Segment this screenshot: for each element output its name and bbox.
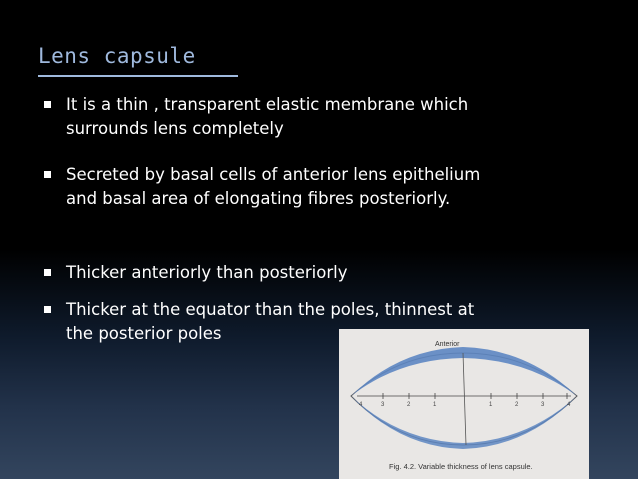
- bullet-marker-icon: [44, 171, 51, 178]
- bullet-marker-icon: [44, 101, 51, 108]
- bullet-item: [44, 93, 468, 141]
- lens-diagram: [339, 329, 589, 479]
- tick-label: 4: [567, 402, 571, 408]
- bullet-text: It is a thin , transparent elastic membrane which surrounds lens completely: [66, 95, 469, 138]
- tick-label: 2: [407, 402, 411, 408]
- slide-title: Lens capsule: [38, 44, 196, 68]
- figure-caption: Fig. 4.2. Variable thickness of lens capsule.: [389, 462, 533, 471]
- tick-label: 3: [541, 402, 545, 408]
- tick-label: 1: [489, 402, 493, 408]
- bullet-item: [44, 163, 480, 211]
- tick-label: 3: [381, 402, 385, 408]
- bullet-marker-icon: [44, 306, 51, 313]
- tick-label: 2: [515, 402, 519, 408]
- bullet-text: Secreted by basal cells of anterior lens epithelium and basal area of elongating fibres posteriorly.: [66, 165, 481, 208]
- tick-label: 4: [359, 402, 363, 408]
- title-underline: [38, 75, 238, 77]
- figure-anterior-label: Anterior: [435, 341, 460, 348]
- bullet-text: Thicker at the equator than the poles, thinnest at the posterior poles: [66, 300, 475, 343]
- bullet-marker-icon: [44, 269, 51, 276]
- bullet-item: [44, 261, 348, 285]
- bullet-text: Thicker anteriorly than posteriorly: [66, 263, 348, 282]
- lens-capsule-figure: [339, 329, 589, 479]
- tick-label: 1: [433, 402, 437, 408]
- optic-axis: [463, 353, 466, 445]
